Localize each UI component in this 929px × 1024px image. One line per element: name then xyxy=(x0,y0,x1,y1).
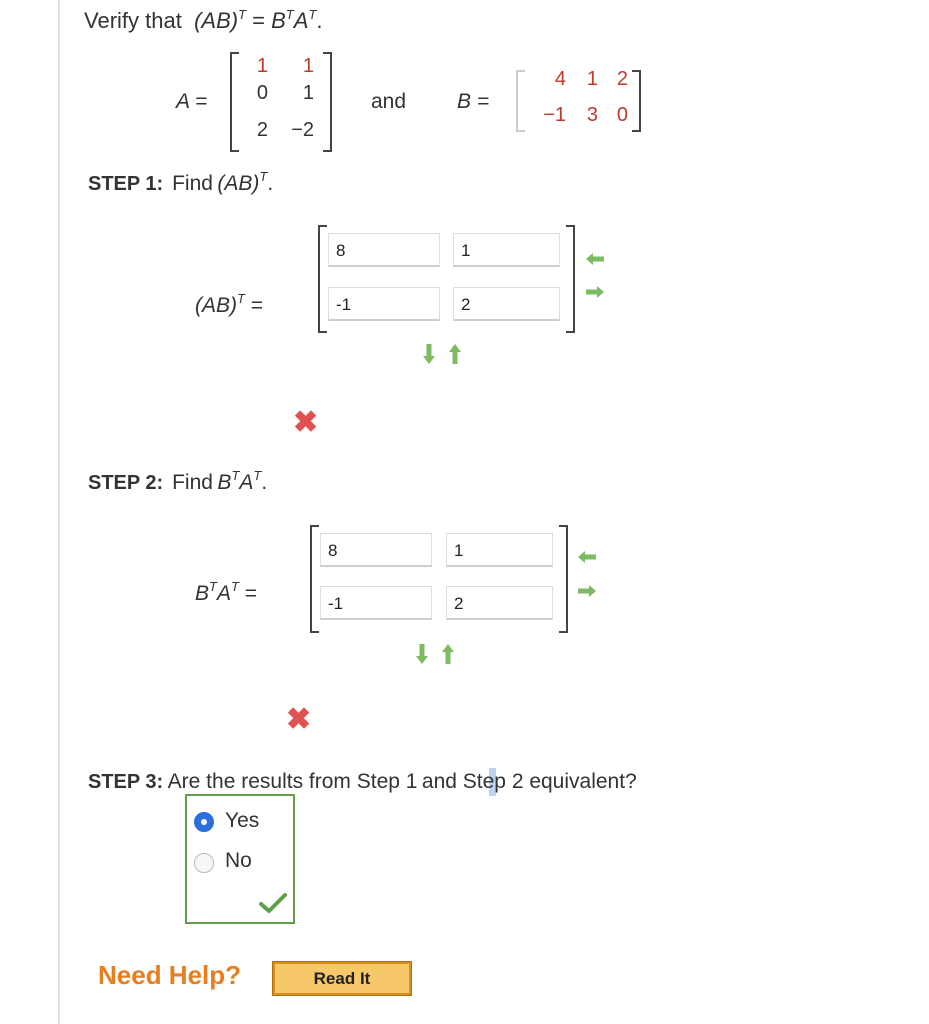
left-margin-rule xyxy=(58,0,60,1024)
step1-input-r2c2[interactable]: 2 xyxy=(453,287,560,321)
matrix-b-label: B = xyxy=(457,90,490,113)
step2-lhs-label: $B^TA^T$ = xyxy=(195,579,258,605)
step1-lhs-label: (AB)$^T$ = xyxy=(195,291,264,317)
step2-input-r2c1[interactable]: -1 xyxy=(320,586,432,620)
step3-heading: STEP 3: Are the results from Step 1 and Step 2 equivalent? xyxy=(88,770,637,793)
step1-wrong-x-mark-icon: ✖ xyxy=(293,406,319,439)
matrix-b-cell: 0 xyxy=(616,104,628,126)
need-help-label: Need Help? xyxy=(98,960,242,990)
matrix-a-cell: −2 xyxy=(291,119,314,141)
matrix-a-cell: 2 xyxy=(256,119,268,141)
step3-answer-group xyxy=(185,794,295,924)
matrix-a-cell: 0 xyxy=(256,82,268,104)
matrix-a-label: A = xyxy=(176,90,208,113)
matrix-b-right-bracket xyxy=(632,70,641,132)
matrix-b-cell: 1 xyxy=(586,68,598,90)
step2-heading: STEP 2: Find $B^TA^T$. xyxy=(88,468,268,494)
matrix-b-cell: 4 xyxy=(554,68,566,90)
step1-left-bracket xyxy=(318,225,327,333)
radio-no[interactable] xyxy=(194,853,214,873)
step2-input-r1c1[interactable]: 8 xyxy=(320,533,432,567)
step1-input-r1c1[interactable]: 8 xyxy=(328,233,440,267)
title-prefix: Verify that xyxy=(84,8,182,33)
remove-row-arrow-up-icon[interactable] xyxy=(446,342,464,366)
step2-left-bracket xyxy=(310,525,319,633)
matrix-a-cell: 1 xyxy=(256,55,268,77)
check-mark-icon xyxy=(259,892,287,914)
matrix-a-cell: 1 xyxy=(302,55,314,77)
radio-no-label[interactable]: No xyxy=(225,849,252,872)
matrix-a-right-bracket xyxy=(323,52,332,152)
problem-statement: Verify that $(AB)^T = B^TA^T$. xyxy=(84,7,323,33)
radio-yes-label[interactable]: Yes xyxy=(225,809,260,832)
step2-wrong-x-mark-icon: ✖ xyxy=(286,703,312,736)
step2-right-bracket xyxy=(559,525,568,633)
add-row-arrow-down-icon[interactable] xyxy=(413,642,431,666)
step1-input-r2c1[interactable]: -1 xyxy=(328,287,440,321)
step2-input-r1c2[interactable]: 1 xyxy=(446,533,553,567)
matrix-b-cell: 3 xyxy=(586,104,598,126)
title-expression: $(AB)^T = B^TA^T$ xyxy=(194,7,317,33)
matrix-b-cell: 2 xyxy=(616,68,628,90)
matrix-b-left-bracket xyxy=(516,70,525,132)
radio-yes[interactable] xyxy=(194,812,214,832)
matrix-b-cell: −1 xyxy=(543,104,566,126)
step1-heading: STEP 1: Find (AB)$^T$. xyxy=(88,169,274,195)
remove-column-arrow-left-icon[interactable] xyxy=(576,548,598,566)
add-column-arrow-right-icon[interactable] xyxy=(584,283,606,301)
step2-input-r2c2[interactable]: 2 xyxy=(446,586,553,620)
and-text: and xyxy=(371,90,407,113)
read-it-button[interactable]: Read It xyxy=(273,962,411,995)
matrix-a-cell: 1 xyxy=(302,82,314,104)
add-row-arrow-down-icon[interactable] xyxy=(420,342,438,366)
remove-row-arrow-up-icon[interactable] xyxy=(439,642,457,666)
step1-input-r1c2[interactable]: 1 xyxy=(453,233,560,267)
step1-right-bracket xyxy=(566,225,575,333)
add-column-arrow-right-icon[interactable] xyxy=(576,582,598,600)
remove-column-arrow-left-icon[interactable] xyxy=(584,250,606,268)
